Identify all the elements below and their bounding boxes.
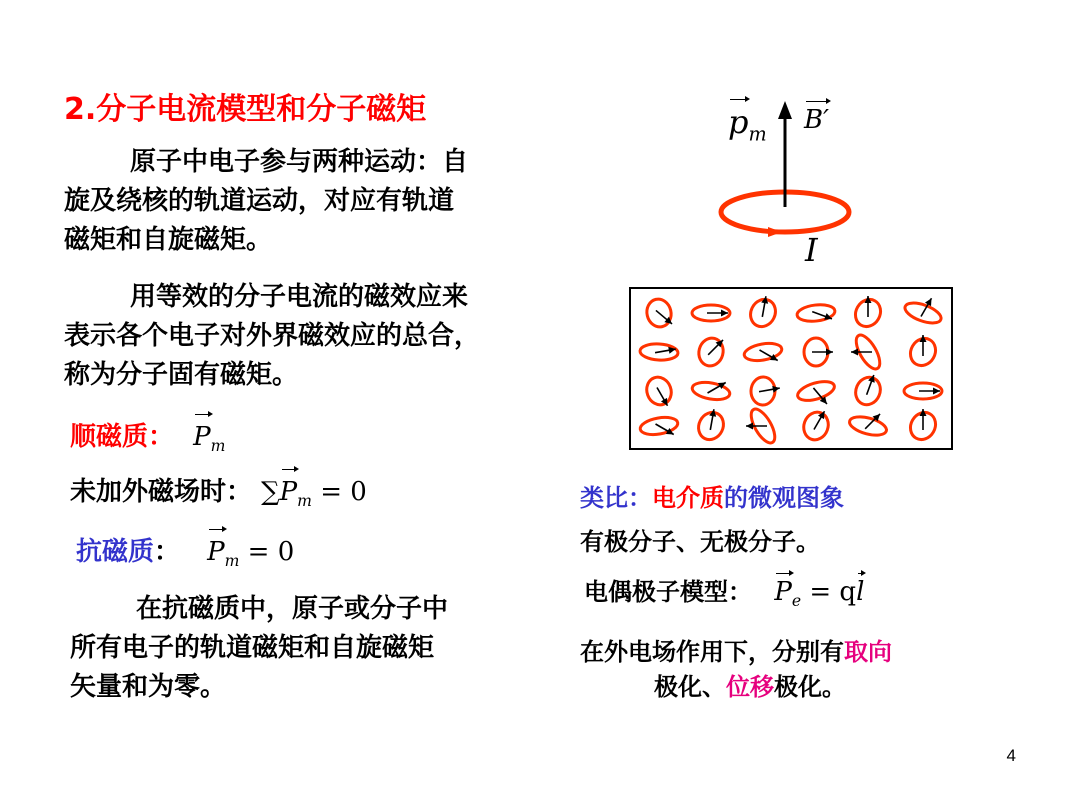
text-line: 用等效的分子电流的磁效应来 (130, 282, 469, 312)
molecule-loop (796, 303, 836, 323)
dipole-model-line (584, 572, 864, 610)
paragraph-molecular-current (64, 278, 480, 395)
molecule-loop (800, 409, 832, 444)
molecule-loop (746, 406, 779, 447)
paramagnetic-label: 顺磁质： (70, 422, 175, 452)
analogy-suffix: 的微观图象 (724, 484, 844, 512)
analogy-prefix: 类比： (580, 484, 652, 512)
paramagnetic-row (70, 418, 225, 466)
molecule-loop (906, 334, 941, 370)
molecular-moments-grid (631, 289, 951, 448)
dipole-formula: $P_e$ = ql (774, 577, 865, 611)
analogy-heading (580, 478, 844, 513)
molecule-loop (643, 374, 675, 409)
diamagnetic-row (76, 533, 294, 581)
sum-symbol: ∑ (261, 477, 280, 507)
molecular-moments-box (629, 287, 953, 450)
molecule-loop (804, 338, 833, 366)
text-line: 在抗磁质中，原子或分子中 (136, 594, 449, 624)
b-field-label: B′ (804, 105, 830, 135)
page-number: 4 (1006, 746, 1016, 765)
field-text: 在外电场作用下，分别有 (580, 638, 844, 666)
current-loop-svg (700, 95, 860, 275)
molecule-loop (746, 295, 780, 331)
diamagnetic-label: 抗磁质 (76, 537, 155, 567)
molecule-loop (639, 415, 679, 437)
paragraph-electron-motion (64, 143, 468, 260)
molecule-loop (644, 297, 674, 330)
text-line: 磁矩和自旋磁矩。 (64, 225, 273, 255)
molecule-loop (851, 332, 884, 373)
polar-molecules-line: 有极分子、无极分子。 (580, 528, 820, 556)
dia-pm-formula: $P_m = 0$ (207, 537, 294, 567)
molecule-loop (904, 383, 942, 399)
molecule-loop (694, 408, 728, 444)
analogy-highlight: 电介质 (652, 484, 724, 512)
current-label: I (805, 231, 818, 269)
unmagnetized-label: 未加外磁场时： (70, 477, 253, 507)
field-text: 极化、 (654, 673, 726, 701)
dipole-label: 电偶极子模型： (584, 578, 752, 606)
molecule-loop (848, 413, 889, 438)
paragraph-diamagnetic (70, 590, 448, 707)
displacement-highlight: 位移 (726, 673, 774, 701)
text-line: 原子中电子参与两种运动：自 (130, 147, 469, 177)
molecule-loop (851, 295, 886, 331)
molecular-current-diagram (700, 95, 860, 275)
pm-vector-label: $p_m$ (728, 103, 767, 146)
molecule-loop (640, 343, 679, 361)
text-line: 矢量和为零。 (70, 672, 227, 702)
molecule-loop (743, 341, 783, 363)
text-line: 所有电子的轨道磁矩和自旋磁矩 (70, 633, 435, 663)
molecule-loop (902, 298, 943, 327)
unmagnetized-row (70, 473, 367, 521)
page-title: 2.分子电流模型和分子磁矩 (64, 92, 427, 127)
molecule-loop (696, 335, 726, 368)
molecule-loop (906, 408, 941, 444)
text-line: 表示各个电子对外界磁效应的总合， (64, 321, 481, 351)
text-line: 旋及绕核的轨道运动，对应有轨道 (64, 186, 455, 216)
moment-arrowhead (778, 101, 792, 119)
molecule-loop (750, 376, 780, 405)
field-text: 极化。 (774, 673, 846, 701)
field-line-2 (654, 667, 846, 702)
pm-symbol: $P_m$ (193, 422, 225, 452)
current-direction-arrow (768, 227, 782, 237)
molecule-loop (851, 373, 884, 408)
diamagnetic-colon: ： (154, 537, 181, 567)
molecule-loop (692, 305, 730, 321)
molecule-loop (796, 378, 837, 404)
orientation-highlight: 取向 (844, 638, 892, 666)
sum-pm-formula: $P_m = 0$ (280, 477, 367, 507)
molecule-loop (691, 380, 731, 402)
field-line-1 (580, 632, 892, 667)
text-line: 称为分子固有磁矩。 (64, 360, 299, 390)
